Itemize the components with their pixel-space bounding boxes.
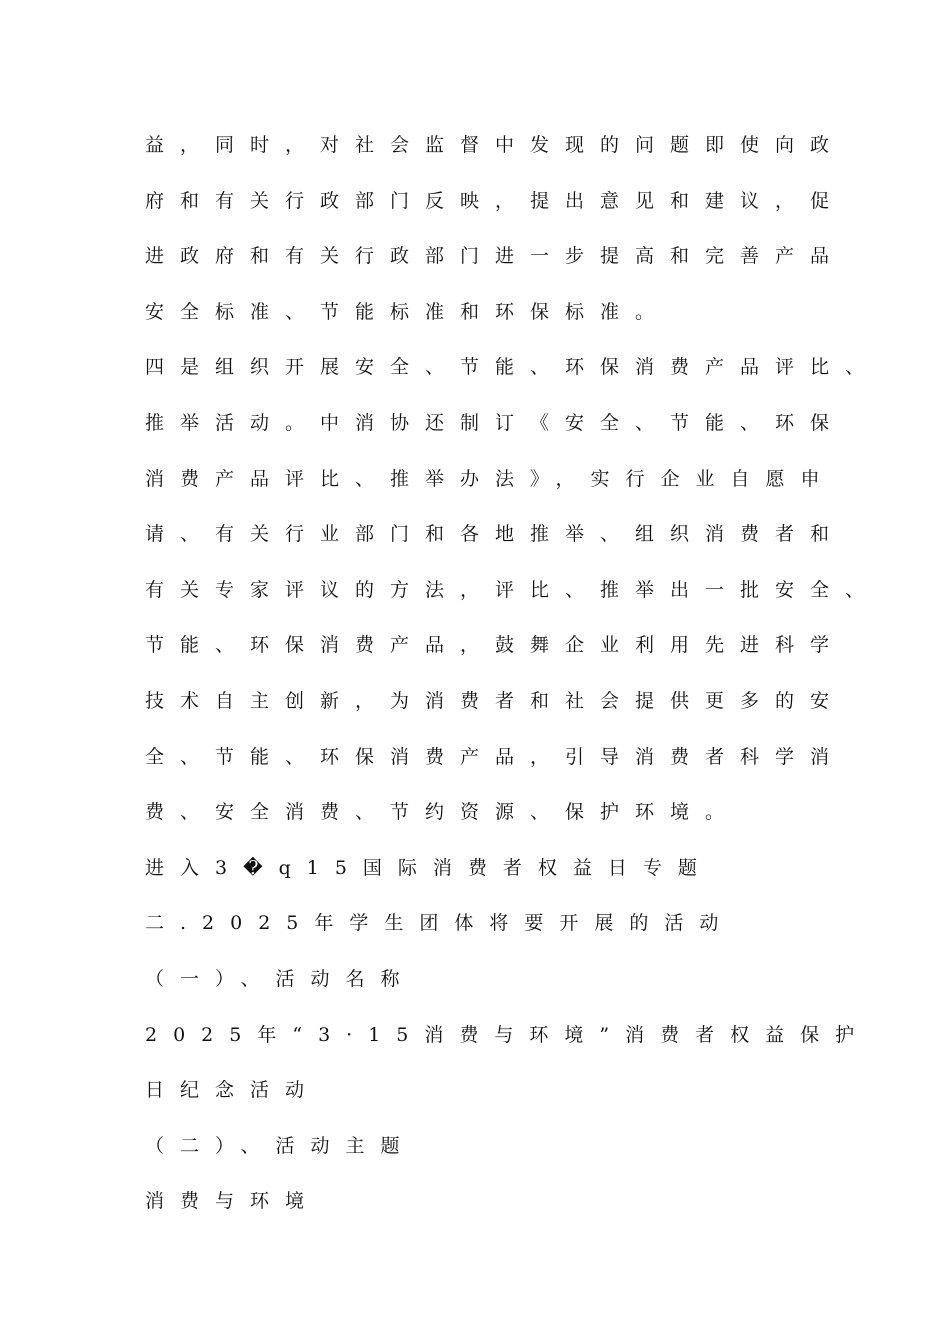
text-line: 进政府和有关行政部门进一步提高和完善产品 (145, 245, 846, 268)
text-line: 有关专家评议的方法，评比、推举出一批安全、 (145, 578, 881, 601)
text-line: 消费产品评比、推举办法》，实行企业自愿申 (145, 467, 836, 490)
text-line: 推举活动。中消协还制订《安全、节能、环保 (145, 411, 846, 434)
text-line: 益，同时，对社会监督中发现的问题即使向政 (145, 134, 846, 156)
text-line: 2025年“3·15消费与环境”消费者权益保护 (145, 1023, 871, 1046)
text-line: 进入3�q15国际消费者权益日专题 (145, 856, 713, 879)
text-line: 技术自主创新，为消费者和社会提供更多的安 (145, 689, 846, 712)
text-line: 日纪念活动 (145, 1079, 321, 1102)
section-heading: 二.2025年学生团体将要开展的活动 (145, 912, 735, 935)
text-line: 消费与环境 (145, 1190, 321, 1213)
text-line: 全、节能、环保消费产品，引导消费者科学消 (145, 745, 846, 768)
text-line: 请、有关行业部门和各地推举、组织消费者和 (145, 523, 846, 546)
text-line: 费、安全消费、节约资源、保护环境。 (145, 801, 741, 824)
text-line: 安全标准、节能标准和环保标准。 (145, 300, 671, 323)
subsection-heading: （二）、活动主题 (145, 1134, 416, 1157)
document-body (145, 131, 905, 1243)
text-line: 四是组织开展安全、节能、环保消费产品评比、 (145, 356, 881, 379)
text-line: 府和有关行政部门反映，提出意见和建议，促 (145, 189, 846, 212)
text-line: 节能、环保消费产品，鼓舞企业利用先进科学 (145, 634, 846, 657)
subsection-heading: （一）、活动名称 (145, 967, 416, 990)
